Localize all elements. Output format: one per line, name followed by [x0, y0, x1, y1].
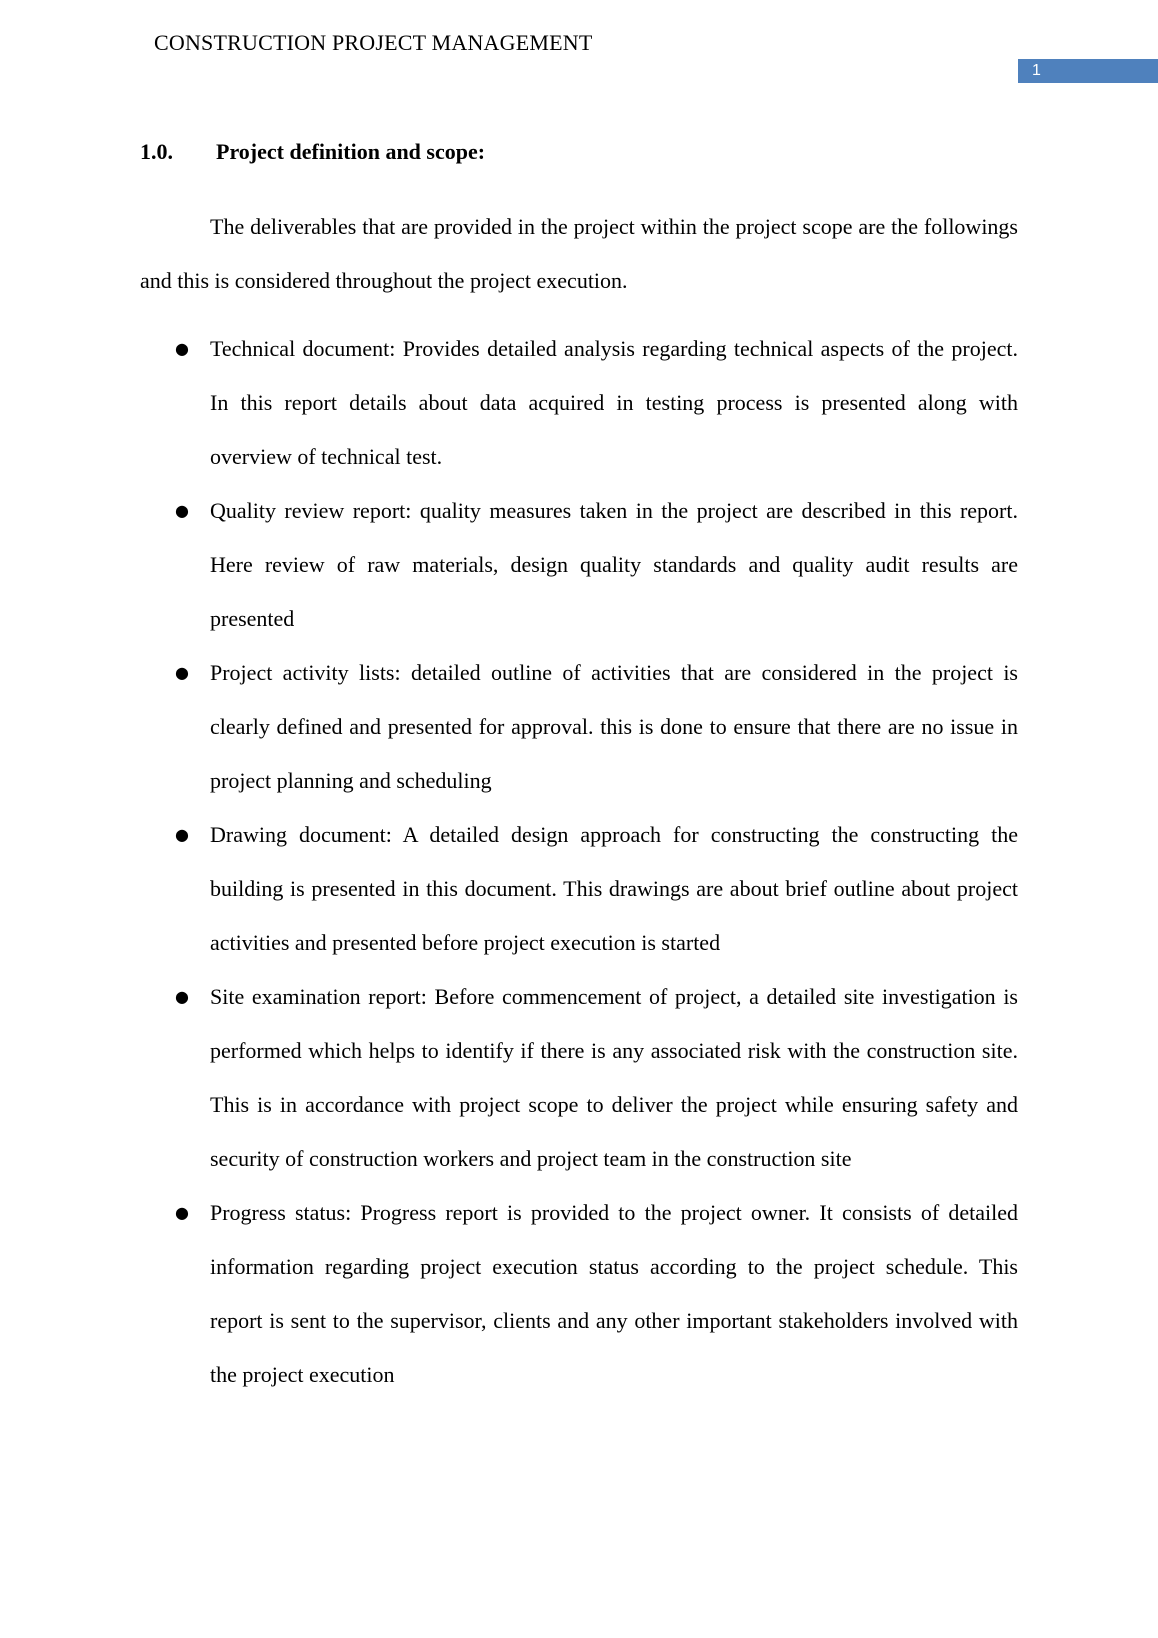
page-number: 1	[1018, 59, 1158, 83]
list-item	[140, 1186, 1018, 1402]
list-item	[140, 808, 1018, 970]
list-item-text: Project activity lists: detailed outline of activities that are considered in the project is clearly defined and presented for approval. this is done to ensure that there are no issue in project planning and scheduling	[210, 660, 1018, 793]
list-item-text: Drawing document: A detailed design approach for constructing the constructing the building is presented in this document. This drawings are about brief outline about project activities and presented before project execution is started	[210, 822, 1018, 955]
bullet-icon: ●	[175, 825, 189, 844]
list-item	[140, 646, 1018, 808]
bullet-icon: ●	[175, 663, 189, 682]
list-item-text: Progress status: Progress report is provided to the project owner. It consists of detailed information regarding project execution status according to the project schedule. This report is sent to the supervisor, clients and any other important stakeholders involved with the project execution	[210, 1200, 1018, 1387]
bullet-icon: ●	[175, 1203, 189, 1222]
section-heading	[140, 139, 485, 165]
list-item-text: Site examination report: Before commencement of project, a detailed site investigation is performed which helps to identify if there is any associated risk with the construction site. This is in accordance with project scope to deliver the project while ensuring safety and security of construction workers and project team in the construction site	[210, 984, 1018, 1171]
list-item-text: Quality review report: quality measures taken in the project are described in this report. Here review of raw materials, design quality standards and quality audit results are presented	[210, 498, 1018, 631]
bullet-icon: ●	[175, 987, 189, 1006]
list-item	[140, 484, 1018, 646]
running-header: CONSTRUCTION PROJECT MANAGEMENT	[154, 30, 593, 55]
list-item	[140, 970, 1018, 1186]
document-body	[140, 200, 1018, 1402]
deliverables-list	[140, 322, 1018, 1402]
section-title: Project definition and scope:	[216, 139, 486, 164]
intro-paragraph: The deliverables that are provided in the project within the project scope are the followings and this is considered throughout the project execution.	[140, 214, 1018, 293]
section-number: 1.0.	[140, 139, 173, 164]
list-item-text: Technical document: Provides detailed analysis regarding technical aspects of the project. In this report details about data acquired in testing process is presented along with overview of technical test.	[210, 336, 1018, 469]
bullet-icon: ●	[175, 339, 189, 358]
list-item	[140, 322, 1018, 484]
bullet-icon: ●	[175, 501, 189, 520]
